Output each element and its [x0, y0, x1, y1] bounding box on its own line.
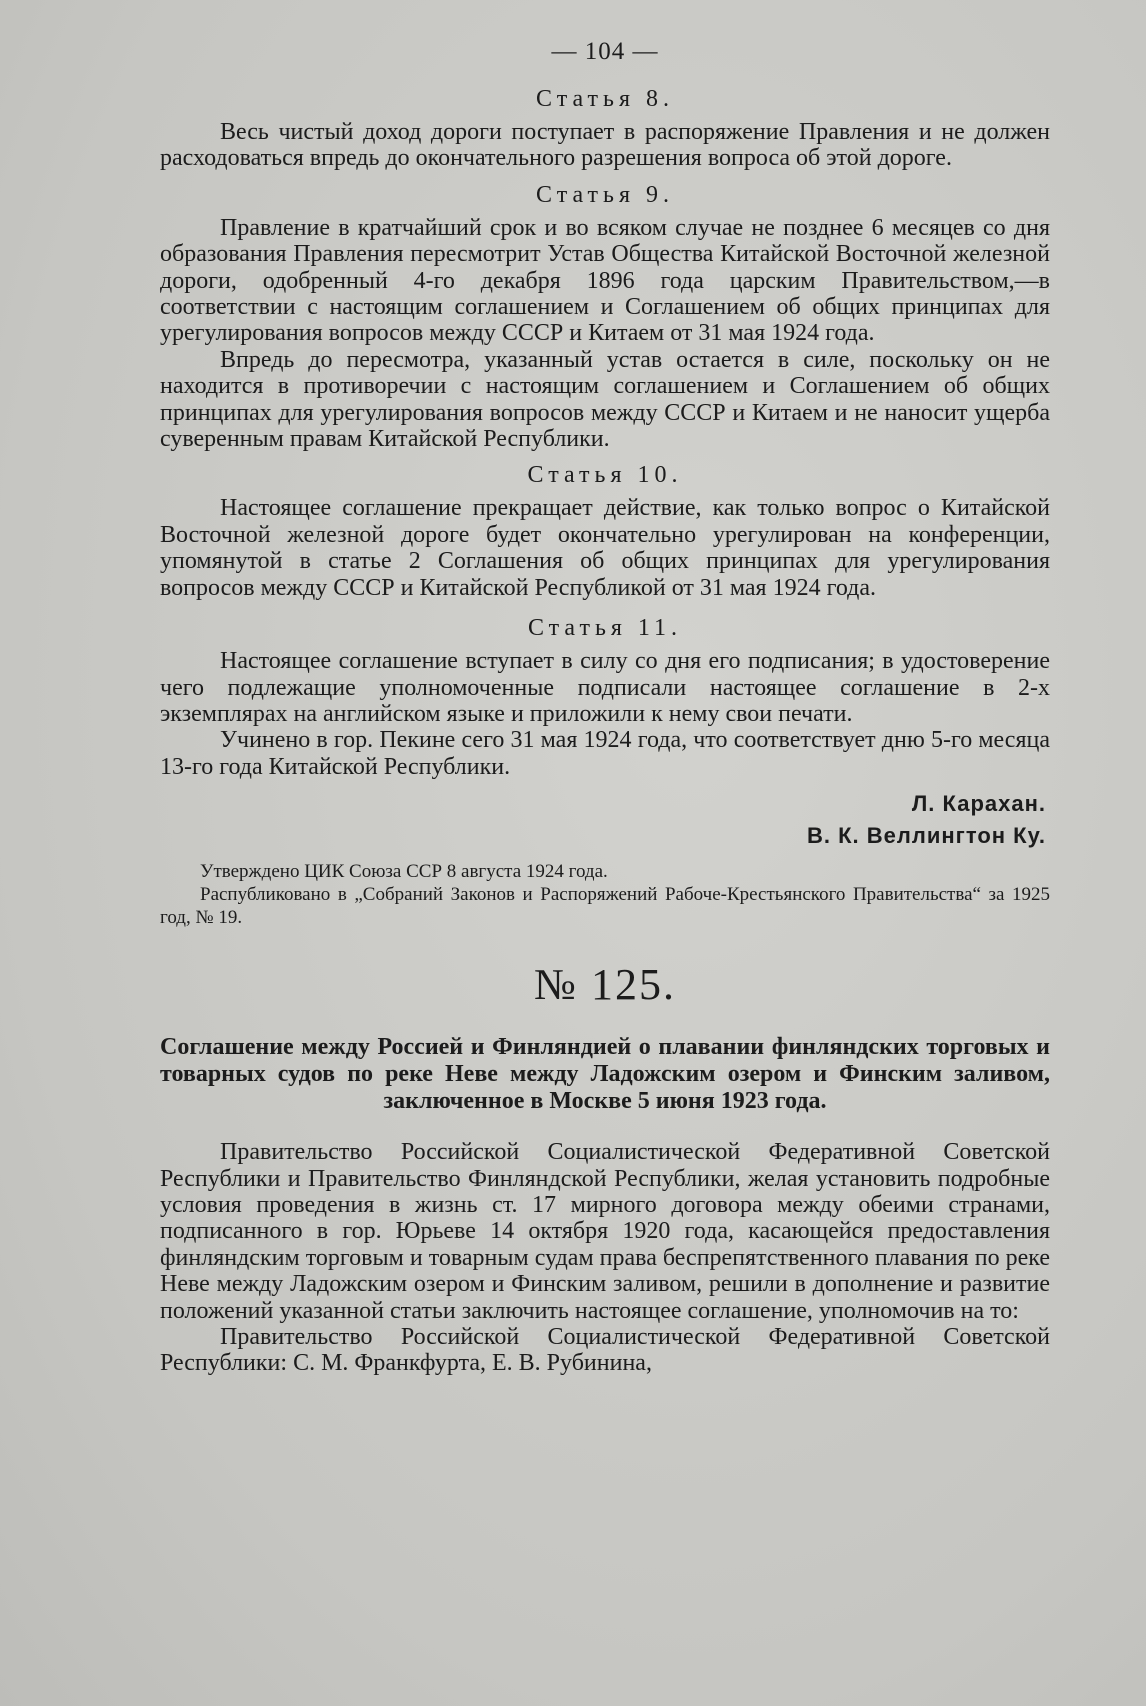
article-heading: Статья 8.	[536, 86, 674, 112]
article-paragraph: Учинено в гор. Пекине сего 31 мая 1924 года, что соответствует дню 5-го месяца 13-го года Китайской Республики.	[160, 727, 1050, 780]
approval-note: Утверждено ЦИК Союза ССР 8 августа 1924 года.	[200, 861, 608, 883]
document-number: № 125.	[534, 960, 676, 1010]
article-10	[160, 462, 1050, 601]
publication-notes	[160, 860, 1050, 929]
article-11	[160, 615, 1050, 780]
preamble-paragraph: Правительство Российской Социалистической Федеративной Советской Республики: С. М. Франкфурта, Е. В. Рубинина,	[160, 1323, 1050, 1377]
article-paragraph: Настоящее соглашение прекращает действие, как только вопрос о Китайской Восточной железной дороге будет окончательно урегулирован на конференции, упомянутой в статье 2 Соглашения об общих принципах для урегулирования вопросов между СССР и Китайской Республикой от 31 мая 1924 года.	[160, 495, 1050, 601]
document-title: Соглашение между Россией и Финляндией о плавании финляндских торговых и товарных судов по реке Неве между Ладожским озером и Финским заливом, заключенное в Москве 5 июня 1923 года.	[160, 1034, 1050, 1115]
page-number: — 104 —	[551, 38, 659, 65]
signature-karakhan: Л. Карахан.	[911, 791, 1046, 817]
preamble-paragraph: Правительство Российской Социалистической Федеративной Советской Республики и Правительство Финляндской Республики, желая установить подробные условия проведения в жизнь ст. 17 мирного договора между обеими странами, подписанного в гор. Юрьеве 14 октября 1920 года, касающейся предоставления финляндским торговым и товарным судам права беспрепятственного плавания по реке Неве между Ладожским озером и Финским заливом, решили в дополнение и развитие положений указанной статьи заключить настоящее соглашение, уполномочив на то:	[160, 1139, 1050, 1324]
article-paragraph: Весь чистый доход дороги поступает в распоряжение Правления и не должен расходоваться впредь до окончательного разрешения вопроса об этой дороге.	[160, 119, 1050, 172]
article-heading: Статья 9.	[536, 181, 674, 208]
article-9	[160, 182, 1050, 453]
article-heading: Статья 10.	[527, 462, 683, 489]
article-paragraph: Правление в кратчайший срок и во всяком случае не позднее 6 месяцев со дня образования Правления пересмотрит Устав Общества Китайской Восточной железной дороги, одобренный 4-го декабря 1896 года царским Правительством,—в соответствии с настоящим соглашением и Соглашением об общих принципах для урегулирования вопросов между СССР и Китаем от 31 мая 1924 года.	[160, 214, 1050, 347]
article-8	[160, 86, 1050, 172]
article-paragraph: Настоящее соглашение вступает в силу со дня его подписания; в удостоверение чего подлежащие уполномоченные подписали настоящее соглашение в 2-х экземплярах на английском языке и приложили к нему свои печати.	[160, 648, 1050, 727]
article-paragraph: Впредь до пересмотра, указанный устав остается в силе, поскольку он не находится в противоречии с настоящим соглашением и Соглашением об общих принципах для урегулирования вопросов между СССР и Китаем и не наносит ущерба суверенным правам Китайской Республики.	[160, 346, 1050, 453]
signature-block	[160, 788, 1050, 852]
publication-note: Распубликовано в „Собраний Законов и Распоряжений Рабоче-Крестьянского Правительства“ за 1925 год, № 19.	[160, 884, 1050, 929]
article-heading: Статья 11.	[527, 615, 683, 642]
signature-wellington-koo: В. К. Веллингтон Ку.	[807, 823, 1046, 849]
